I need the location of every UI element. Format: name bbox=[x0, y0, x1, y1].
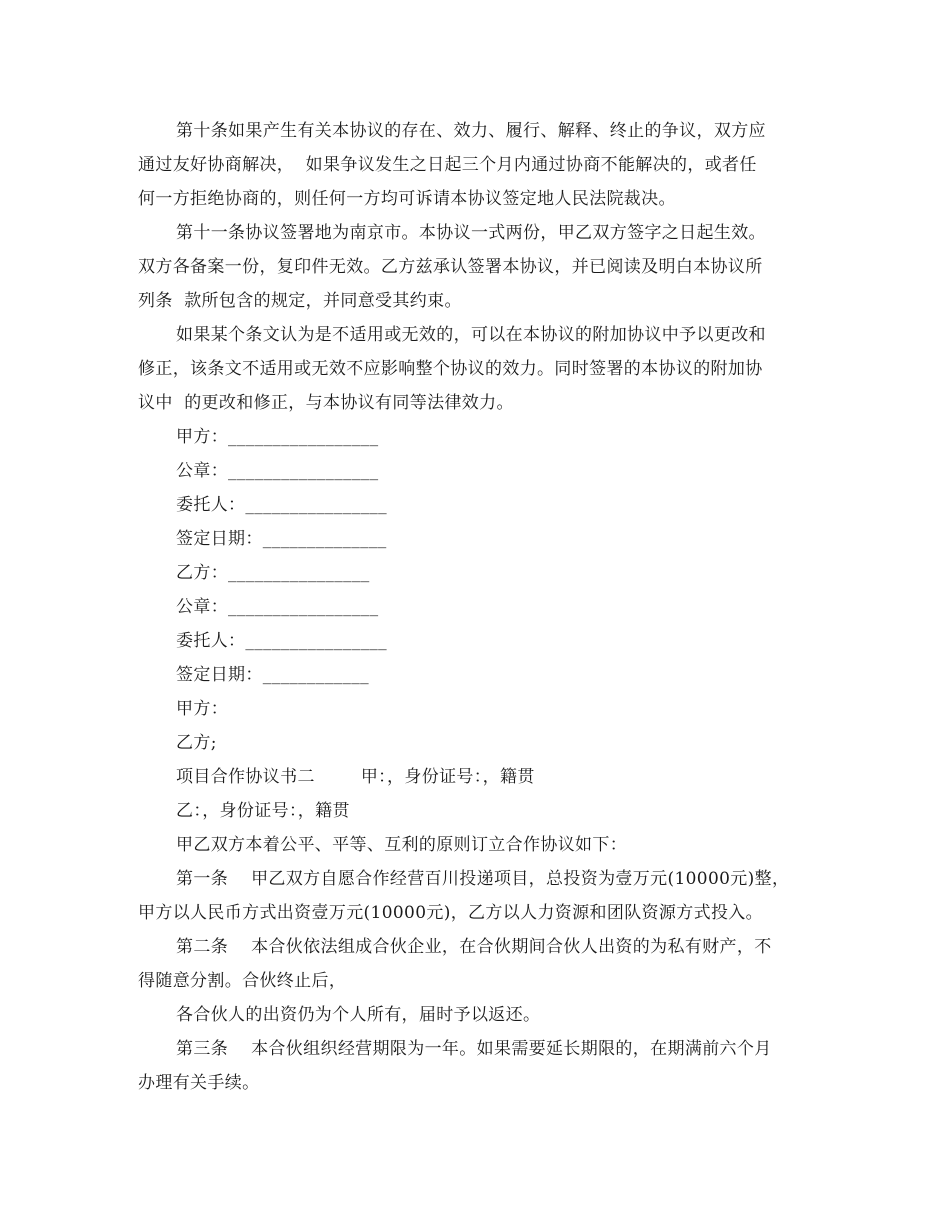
text-line: 如果某个条文认为是不适用或无效的，可以在本协议的附加协议中予以更改和 bbox=[176, 325, 766, 345]
party-a-agent-line: 委托人：________________ bbox=[176, 495, 387, 515]
party-a-date-line: 签定日期：______________ bbox=[176, 529, 387, 549]
text-line: 第十一条协议签署地为南京市。本协议一式两份，甲乙双方签字之日起生效。 bbox=[176, 223, 766, 243]
text-line: 第三条 本合伙组织经营期限为一年。如果需要延长期限的，在期满前六个月 bbox=[176, 1039, 772, 1059]
text-line: 乙方; bbox=[176, 733, 217, 753]
text-line: 双方各备案一份，复印件无效。乙方兹承认签署本协议，并已阅读及明白本协议所 bbox=[138, 257, 763, 277]
party-a-signature-line: 甲方：_________________ bbox=[176, 427, 379, 447]
text-line: 第二条 本合伙依法组成合伙企业，在合伙期间合伙人出资的为私有财产，不 bbox=[176, 937, 772, 957]
text-line: 议中 的更改和修正，与本协议有同等法律效力。 bbox=[138, 393, 514, 413]
text-line: 第十条如果产生有关本协议的存在、效力、履行、解释、终止的争议，双方应 bbox=[176, 121, 766, 141]
text-line: 乙：，身份证号：，籍贯 bbox=[176, 801, 350, 821]
section-title-line: 项目合作协议书二 甲：，身份证号：，籍贯 bbox=[176, 767, 535, 787]
text-line: 甲方： bbox=[176, 699, 229, 719]
text-line: 各合伙人的出资仍为个人所有，届时予以返还。 bbox=[176, 1005, 541, 1025]
party-b-seal-line: 公章：_________________ bbox=[176, 597, 379, 617]
party-b-date-line: 签定日期：____________ bbox=[176, 665, 369, 685]
text-line: 何一方拒绝协商的，则任何一方均可诉请本协议签定地人民法院裁决。 bbox=[138, 189, 676, 209]
text-line: 通过友好协商解决， 如果争议发生之日起三个月内通过协商不能解决的，或者任 bbox=[138, 155, 757, 175]
text-line: 办理有关手续。 bbox=[138, 1073, 260, 1093]
party-a-seal-line: 公章：_________________ bbox=[176, 461, 379, 481]
text-line: 得随意分割。合伙终止后， bbox=[138, 971, 347, 991]
text-line: 修正，该条文不适用或无效不应影响整个协议的效力。同时签署的本协议的附加协 bbox=[138, 359, 763, 379]
text-line: 甲乙双方本着公平、平等、互利的原则订立合作协议如下： bbox=[176, 835, 628, 855]
party-b-signature-line: 乙方：________________ bbox=[176, 563, 370, 583]
text-line: 列条 款所包含的规定，并同意受其约束。 bbox=[138, 291, 462, 311]
party-b-agent-line: 委托人：________________ bbox=[176, 631, 387, 651]
text-line: 甲方以人民币方式出资壹万元(10000元)，乙方以人力资源和团队资源方式投入。 bbox=[138, 903, 763, 923]
text-line: 第一条 甲乙双方自愿合作经营百川投递项目，总投资为壹万元(10000元)整， bbox=[176, 869, 790, 889]
